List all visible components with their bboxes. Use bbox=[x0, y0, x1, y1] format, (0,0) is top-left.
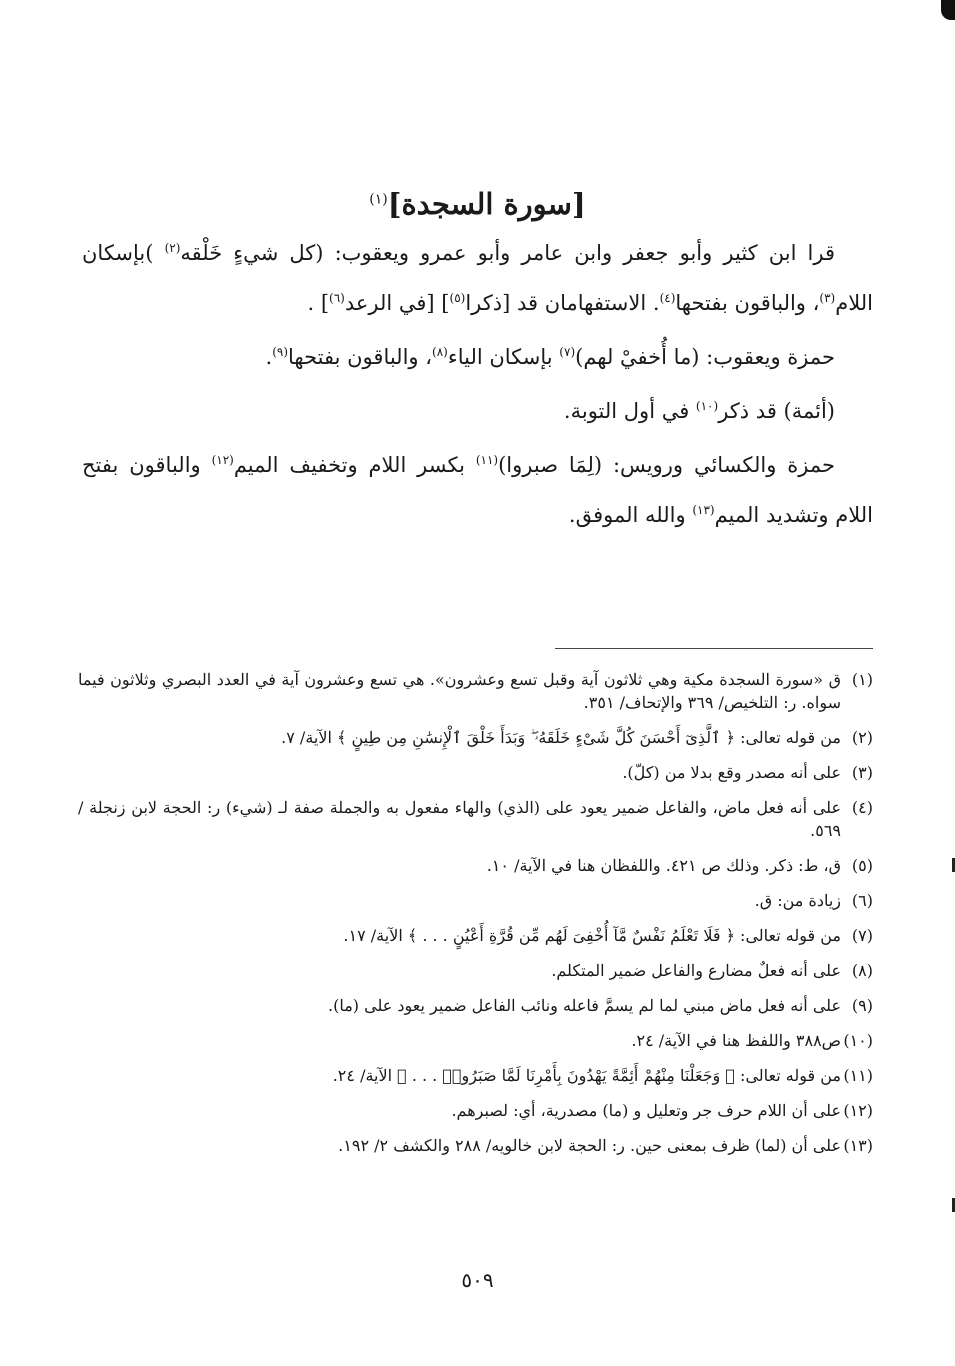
paragraph-1 bbox=[82, 228, 873, 328]
paragraph-3 bbox=[82, 386, 873, 436]
footnote-number: (١٣) bbox=[843, 1136, 873, 1155]
footnote-text: على أنه فعل ماض مبني لما لم يسمَّ فاعله ونائب الفاعل ضمير يعود على (ما). bbox=[328, 996, 841, 1015]
footnote-text: من قوله تعالى: ﴿ ٱلَّذِىٓ أَحْسَنَ كُلَّ شَىْءٍ خَلَقَهُۥ ۖ وَبَدَأَ خَلْقَ ٱلْإِنسَٰنِ مِن طِينٍ ﴾ الآية/ ٧. bbox=[281, 728, 841, 747]
footnote-text: على أنه فعل ماض، والفاعل ضمير يعود على (الذي) والهاء مفعول به والجملة صفة لـ (شيء) ر: الحجة لابن زنجلة / ٥٦٩. bbox=[78, 798, 841, 840]
text-run: . bbox=[265, 345, 273, 369]
footnote-number: (١٠) bbox=[843, 1031, 873, 1050]
text-run: )بإسكان bbox=[82, 241, 154, 265]
footnote-number: (٨) bbox=[851, 961, 873, 980]
footnote-ref: (٧) bbox=[559, 345, 576, 359]
footnote bbox=[78, 1029, 873, 1052]
footnote bbox=[78, 796, 873, 842]
footnote bbox=[78, 1134, 873, 1157]
footnote-number: (٧) bbox=[851, 926, 873, 945]
footnote-ref: (١١) bbox=[475, 453, 499, 467]
footnote-ref: (١٠) bbox=[695, 399, 719, 413]
footnote bbox=[78, 1064, 873, 1087]
footnote-number: (١) bbox=[851, 670, 873, 689]
text-run: في أول التوبة. bbox=[563, 399, 696, 423]
footnote-ref: (٥) bbox=[449, 291, 466, 305]
footnote-divider bbox=[555, 648, 873, 649]
footnote bbox=[78, 959, 873, 982]
footnote-text: من قوله تعالى: ﴿ فَلَا تَعْلَمُ نَفْسٌ مَّآ أُخْفِىَ لَهُم مِّن قُرَّةِ أَعْيُنٍ . . . ﴾ الآية/ ١٧. bbox=[343, 926, 841, 945]
text-run: ، والباقون بفتحها bbox=[288, 345, 433, 369]
text-run: بإسكان الياء bbox=[447, 345, 560, 369]
footnote bbox=[78, 889, 873, 912]
footnote bbox=[78, 994, 873, 1017]
footnote-text: زيادة من: ق. bbox=[754, 891, 841, 910]
text-run: اللام bbox=[835, 291, 873, 315]
footnote-text: على أنه فعلٌ مضارع والفاعل ضمير المتكلم. bbox=[551, 961, 841, 980]
footnote-number: (٩) bbox=[851, 996, 873, 1015]
footnote-number: (٣) bbox=[851, 763, 873, 782]
footnote-ref: (٤) bbox=[659, 291, 676, 305]
text-run: ] [في الرعد bbox=[344, 291, 450, 315]
footnote-ref: (١٢) bbox=[211, 453, 234, 467]
footnote-ref: (٣) bbox=[819, 291, 836, 305]
footnote-text: ق «سورة السجدة مكية وهي ثلاثون آية وقبل تسع وعشرون». هي تسع وعشرون آية في العدد البصري وثلاثون فيما سواه. ر: التلخيص/ ٣٦٩ والإتحاف/ ٣٥١. bbox=[78, 670, 841, 712]
text-run: والله الموفق. bbox=[568, 503, 693, 527]
footnote-number: (١٢) bbox=[843, 1101, 873, 1120]
footnote bbox=[78, 726, 873, 749]
text-run: والباقون بفتح اللام وتشديد الميم bbox=[82, 453, 873, 527]
text-run: قرا ابن كثير وأبو جعفر وابن عامر وأبو عمرو ويعقوب: (كل شيءٍ خَلْقه bbox=[180, 241, 835, 265]
footnote bbox=[78, 924, 873, 947]
footnote-number: (٢) bbox=[851, 728, 873, 747]
footnote-ref: (٢) bbox=[164, 241, 181, 255]
footnote-text: ص٣٨٨ واللفظ هنا في الآية/ ٢٤. bbox=[631, 1031, 841, 1050]
footnote-text: على أن (لما) ظرف بمعنى حين. ر: الحجة لابن خالويه/ ٢٨٨ والكشف ٢/ ١٩٢. bbox=[338, 1136, 841, 1155]
footnote bbox=[78, 668, 873, 714]
footnote-ref: (١٣) bbox=[692, 503, 715, 517]
text-run: ، والباقون بفتحها bbox=[675, 291, 820, 315]
footnote-number: (٦) bbox=[851, 891, 873, 910]
page-number: ٥٠٩ bbox=[461, 1268, 494, 1292]
main-text bbox=[82, 228, 873, 540]
footnote bbox=[78, 1099, 873, 1122]
paragraph-4 bbox=[82, 440, 873, 540]
text-run: حمزة والكسائي ورويس: (لِمَا صبروا) bbox=[498, 453, 835, 477]
footnote-ref: (٨) bbox=[432, 345, 448, 359]
text-run: . الاستفهامان قد [ذكرا bbox=[465, 291, 660, 315]
text-run: بكسر اللام وتخفيف الميم bbox=[233, 453, 476, 477]
footnote-ref: (١) bbox=[369, 191, 388, 208]
paragraph-2 bbox=[82, 332, 873, 382]
surah-title: [سورة السجدة] bbox=[387, 187, 586, 222]
footnote bbox=[78, 854, 873, 877]
footnote-ref: (٩) bbox=[272, 345, 289, 359]
footnotes bbox=[78, 668, 873, 1169]
footnote-ref: (٦) bbox=[329, 291, 345, 305]
text-run: ] . bbox=[307, 291, 330, 315]
footnote-text: على أن اللام حرف جر وتعليل و (ما) مصدرية، أي: لصبرهم. bbox=[451, 1101, 841, 1120]
text-run: (أئمة) قد ذكر bbox=[718, 399, 835, 423]
footnote-number: (٤) bbox=[851, 798, 873, 817]
footnote-text: من قوله تعالى: ﴿ وَجَعَلْنَا مِنْهُمْ أَئِمَّةً يَهْدُونَ بِأَمْرِنَا لَمَّا صَبَرُوا۟ . . . ﴾ الآية/ ٢٤. bbox=[332, 1066, 841, 1085]
scan-corner-mark bbox=[941, 0, 955, 20]
footnote-text: ق، ط: ذكر. وذلك ص ٤٢١. واللفظان هنا في الآية/ ١٠. bbox=[486, 856, 841, 875]
page-title bbox=[0, 187, 955, 221]
footnote-number: (٥) bbox=[851, 856, 873, 875]
footnote-number: (١١) bbox=[843, 1066, 873, 1085]
footnote bbox=[78, 761, 873, 784]
text-run: حمزة ويعقوب: (ما أُخفيْ لهم) bbox=[575, 345, 835, 369]
footnote-text: على أنه مصدر وقع بدلا من (كلّ). bbox=[622, 763, 841, 782]
